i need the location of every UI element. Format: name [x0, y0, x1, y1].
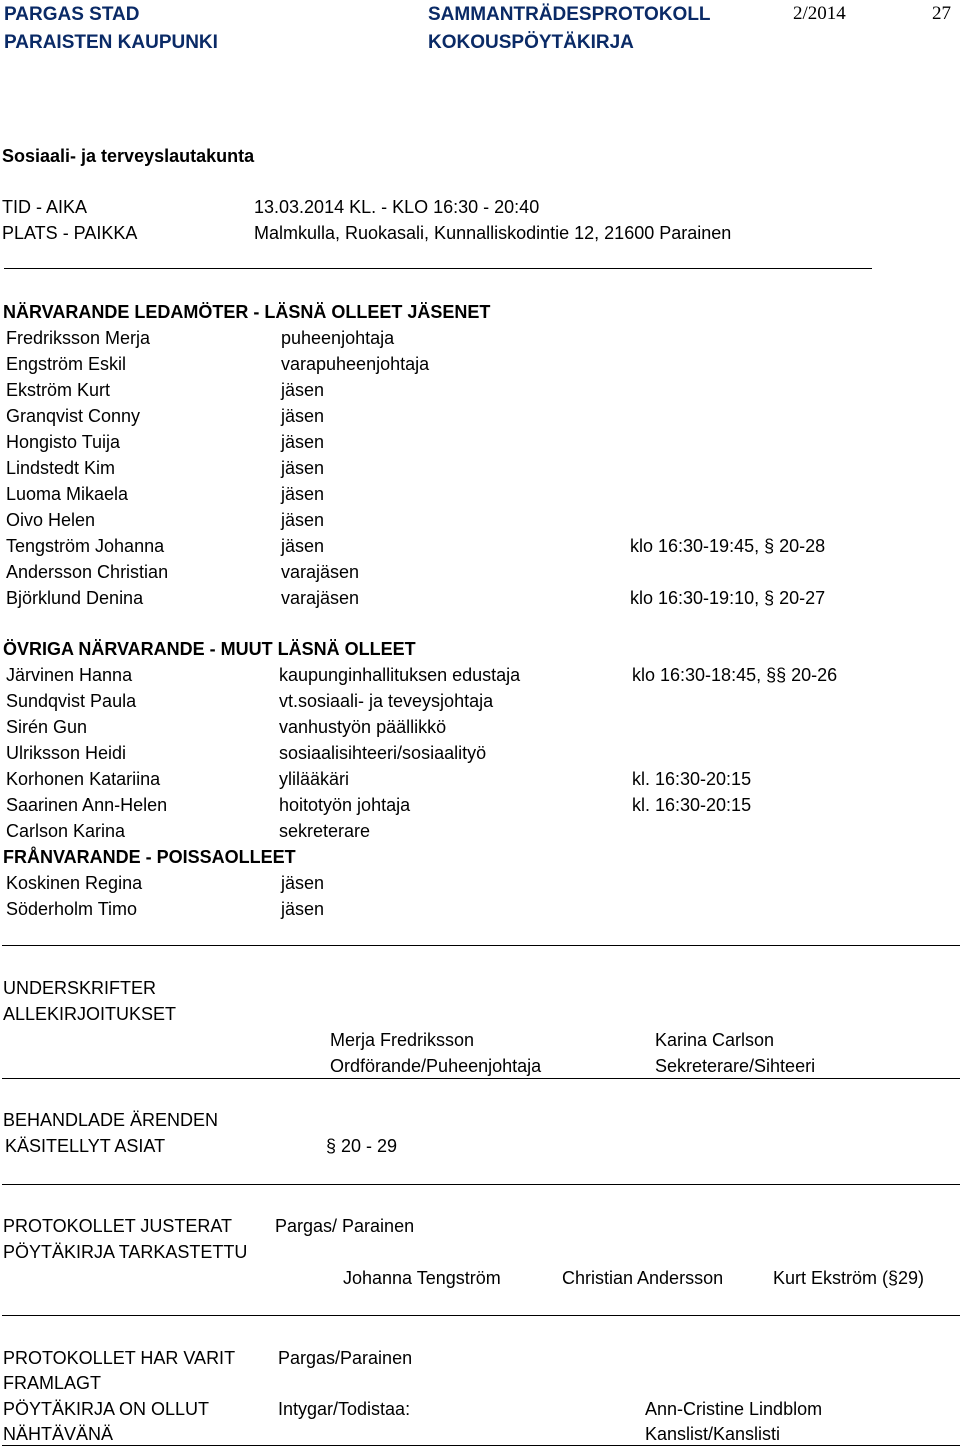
- member-role: jäsen: [281, 380, 325, 400]
- certifier-name: Ann-Cristine Lindblom: [645, 1399, 823, 1419]
- member-note: klo 16:30-19:45, § 20-28: [630, 536, 826, 556]
- member-name: Fredriksson Merja: [6, 328, 151, 348]
- member-role: jäsen: [281, 406, 325, 426]
- attendee-name: Sirén Gun: [6, 717, 88, 737]
- attendee-name: Carlson Karina: [6, 821, 126, 841]
- attendee-name: Saarinen Ann-Helen: [6, 795, 168, 815]
- issue-number: 2/2014: [793, 3, 846, 24]
- divider: [2, 945, 960, 946]
- others-heading: ÖVRIGA NÄRVARANDE - MUUT LÄSNÄ OLLEET: [3, 639, 416, 659]
- attendee-name: Järvinen Hanna: [6, 665, 133, 685]
- displayed-label-4: NÄHTÄVÄNÄ: [3, 1424, 114, 1444]
- attendee-note: kl. 16:30-20:15: [632, 795, 752, 815]
- doc-type-fi: KOKOUSPÖYTÄKIRJA: [428, 32, 634, 53]
- attendee-role: hoitotyön johtaja: [279, 795, 411, 815]
- chair-title: Ordförande/Puheenjohtaja: [330, 1056, 542, 1076]
- attendee-role: sekreterare: [279, 821, 371, 841]
- displayed-label-2: FRAMLAGT: [3, 1373, 102, 1393]
- displayed-label-3: PÖYTÄKIRJA ON OLLUT: [3, 1399, 210, 1419]
- absent-role: jäsen: [281, 899, 325, 919]
- checker-2: Christian Andersson: [562, 1268, 724, 1288]
- member-name: Tengström Johanna: [6, 536, 165, 556]
- chair-name: Merja Fredriksson: [330, 1030, 475, 1050]
- member-name: Oivo Helen: [6, 510, 96, 530]
- attendee-role: vt.sosiaali- ja teveysjohtaja: [279, 691, 494, 711]
- absent-name: Koskinen Regina: [6, 873, 143, 893]
- member-role: jäsen: [281, 432, 325, 452]
- matters-value: § 20 - 29: [326, 1136, 398, 1156]
- attendee-role: kaupunginhallituksen edustaja: [279, 665, 521, 685]
- divider: [2, 1184, 960, 1185]
- matters-label-sv: BEHANDLADE ÄRENDEN: [3, 1110, 219, 1130]
- time-label: TID - AIKA: [2, 197, 88, 217]
- member-name: Engström Eskil: [6, 354, 127, 374]
- member-role: jäsen: [281, 510, 325, 530]
- member-name: Granqvist Conny: [6, 406, 141, 426]
- matters-label-fi: KÄSITELLYT ASIAT: [5, 1136, 166, 1156]
- doc-type-sv: SAMMANTRÄDESPROTOKOLL: [428, 4, 711, 25]
- attendee-role: vanhustyön päällikkö: [279, 717, 447, 737]
- member-note: klo 16:30-19:10, § 20-27: [630, 588, 826, 608]
- divider: [4, 268, 872, 269]
- checked-label-sv: PROTOKOLLET JUSTERAT: [3, 1216, 233, 1236]
- checker-3: Kurt Ekström (§29): [773, 1268, 925, 1288]
- committee-name: Sosiaali- ja terveyslautakunta: [2, 146, 255, 166]
- member-name: Andersson Christian: [6, 562, 169, 582]
- org-name-sv: PARGAS STAD: [4, 4, 140, 25]
- place-value: Malmkulla, Ruokasali, Kunnalliskodintie 12, 21600 Parainen: [254, 223, 732, 243]
- member-role: jäsen: [281, 536, 325, 556]
- member-name: Hongisto Tuija: [6, 432, 121, 452]
- signatures-label-fi: ALLEKIRJOITUKSET: [3, 1004, 177, 1024]
- divider: [2, 1315, 960, 1316]
- checked-label-fi: PÖYTÄKIRJA TARKASTETTU: [3, 1242, 248, 1262]
- attendee-role: sosiaalisihteeri/sosiaalityö: [279, 743, 487, 763]
- member-name: Björklund Denina: [6, 588, 144, 608]
- page-number: 27: [932, 3, 951, 24]
- divider: [2, 1078, 960, 1079]
- absent-name: Söderholm Timo: [6, 899, 138, 919]
- displayed-label-1: PROTOKOLLET HAR VARIT: [3, 1348, 236, 1368]
- member-role: varajäsen: [281, 562, 360, 582]
- members-heading: NÄRVARANDE LEDAMÖTER - LÄSNÄ OLLEET JÄSENET: [3, 302, 491, 322]
- checker-1: Johanna Tengström: [343, 1268, 501, 1288]
- member-role: jäsen: [281, 458, 325, 478]
- certificate-label: Intygar/Todistaa:: [278, 1399, 411, 1419]
- attendee-note: kl. 16:30-20:15: [632, 769, 752, 789]
- time-value: 13.03.2014 KL. - KLO 16:30 - 20:40: [254, 197, 540, 217]
- member-name: Luoma Mikaela: [6, 484, 129, 504]
- attendee-name: Ulriksson Heidi: [6, 743, 127, 763]
- member-name: Ekström Kurt: [6, 380, 111, 400]
- member-name: Lindstedt Kim: [6, 458, 116, 478]
- certifier-title: Kanslist/Kanslisti: [645, 1424, 781, 1444]
- attendee-note: klo 16:30-18:45, §§ 20-26: [632, 665, 838, 685]
- attendee-role: ylilääkäri: [279, 769, 350, 789]
- place-label: PLATS - PAIKKA: [2, 223, 138, 243]
- member-role: puheenjohtaja: [281, 328, 395, 348]
- attendee-name: Sundqvist Paula: [6, 691, 137, 711]
- secretary-title: Sekreterare/Sihteeri: [655, 1056, 816, 1076]
- member-role: jäsen: [281, 484, 325, 504]
- displayed-place: Pargas/Parainen: [278, 1348, 413, 1368]
- absent-role: jäsen: [281, 873, 325, 893]
- checked-place: Pargas/ Parainen: [275, 1216, 415, 1236]
- signatures-label-sv: UNDERSKRIFTER: [3, 978, 157, 998]
- org-name-fi: PARAISTEN KAUPUNKI: [4, 32, 218, 53]
- attendee-name: Korhonen Katariina: [6, 769, 161, 789]
- secretary-name: Karina Carlson: [655, 1030, 775, 1050]
- divider: [2, 1445, 960, 1446]
- absent-heading: FRÅNVARANDE - POISSAOLLEET: [3, 847, 296, 867]
- member-role: varapuheenjohtaja: [281, 354, 430, 374]
- member-role: varajäsen: [281, 588, 360, 608]
